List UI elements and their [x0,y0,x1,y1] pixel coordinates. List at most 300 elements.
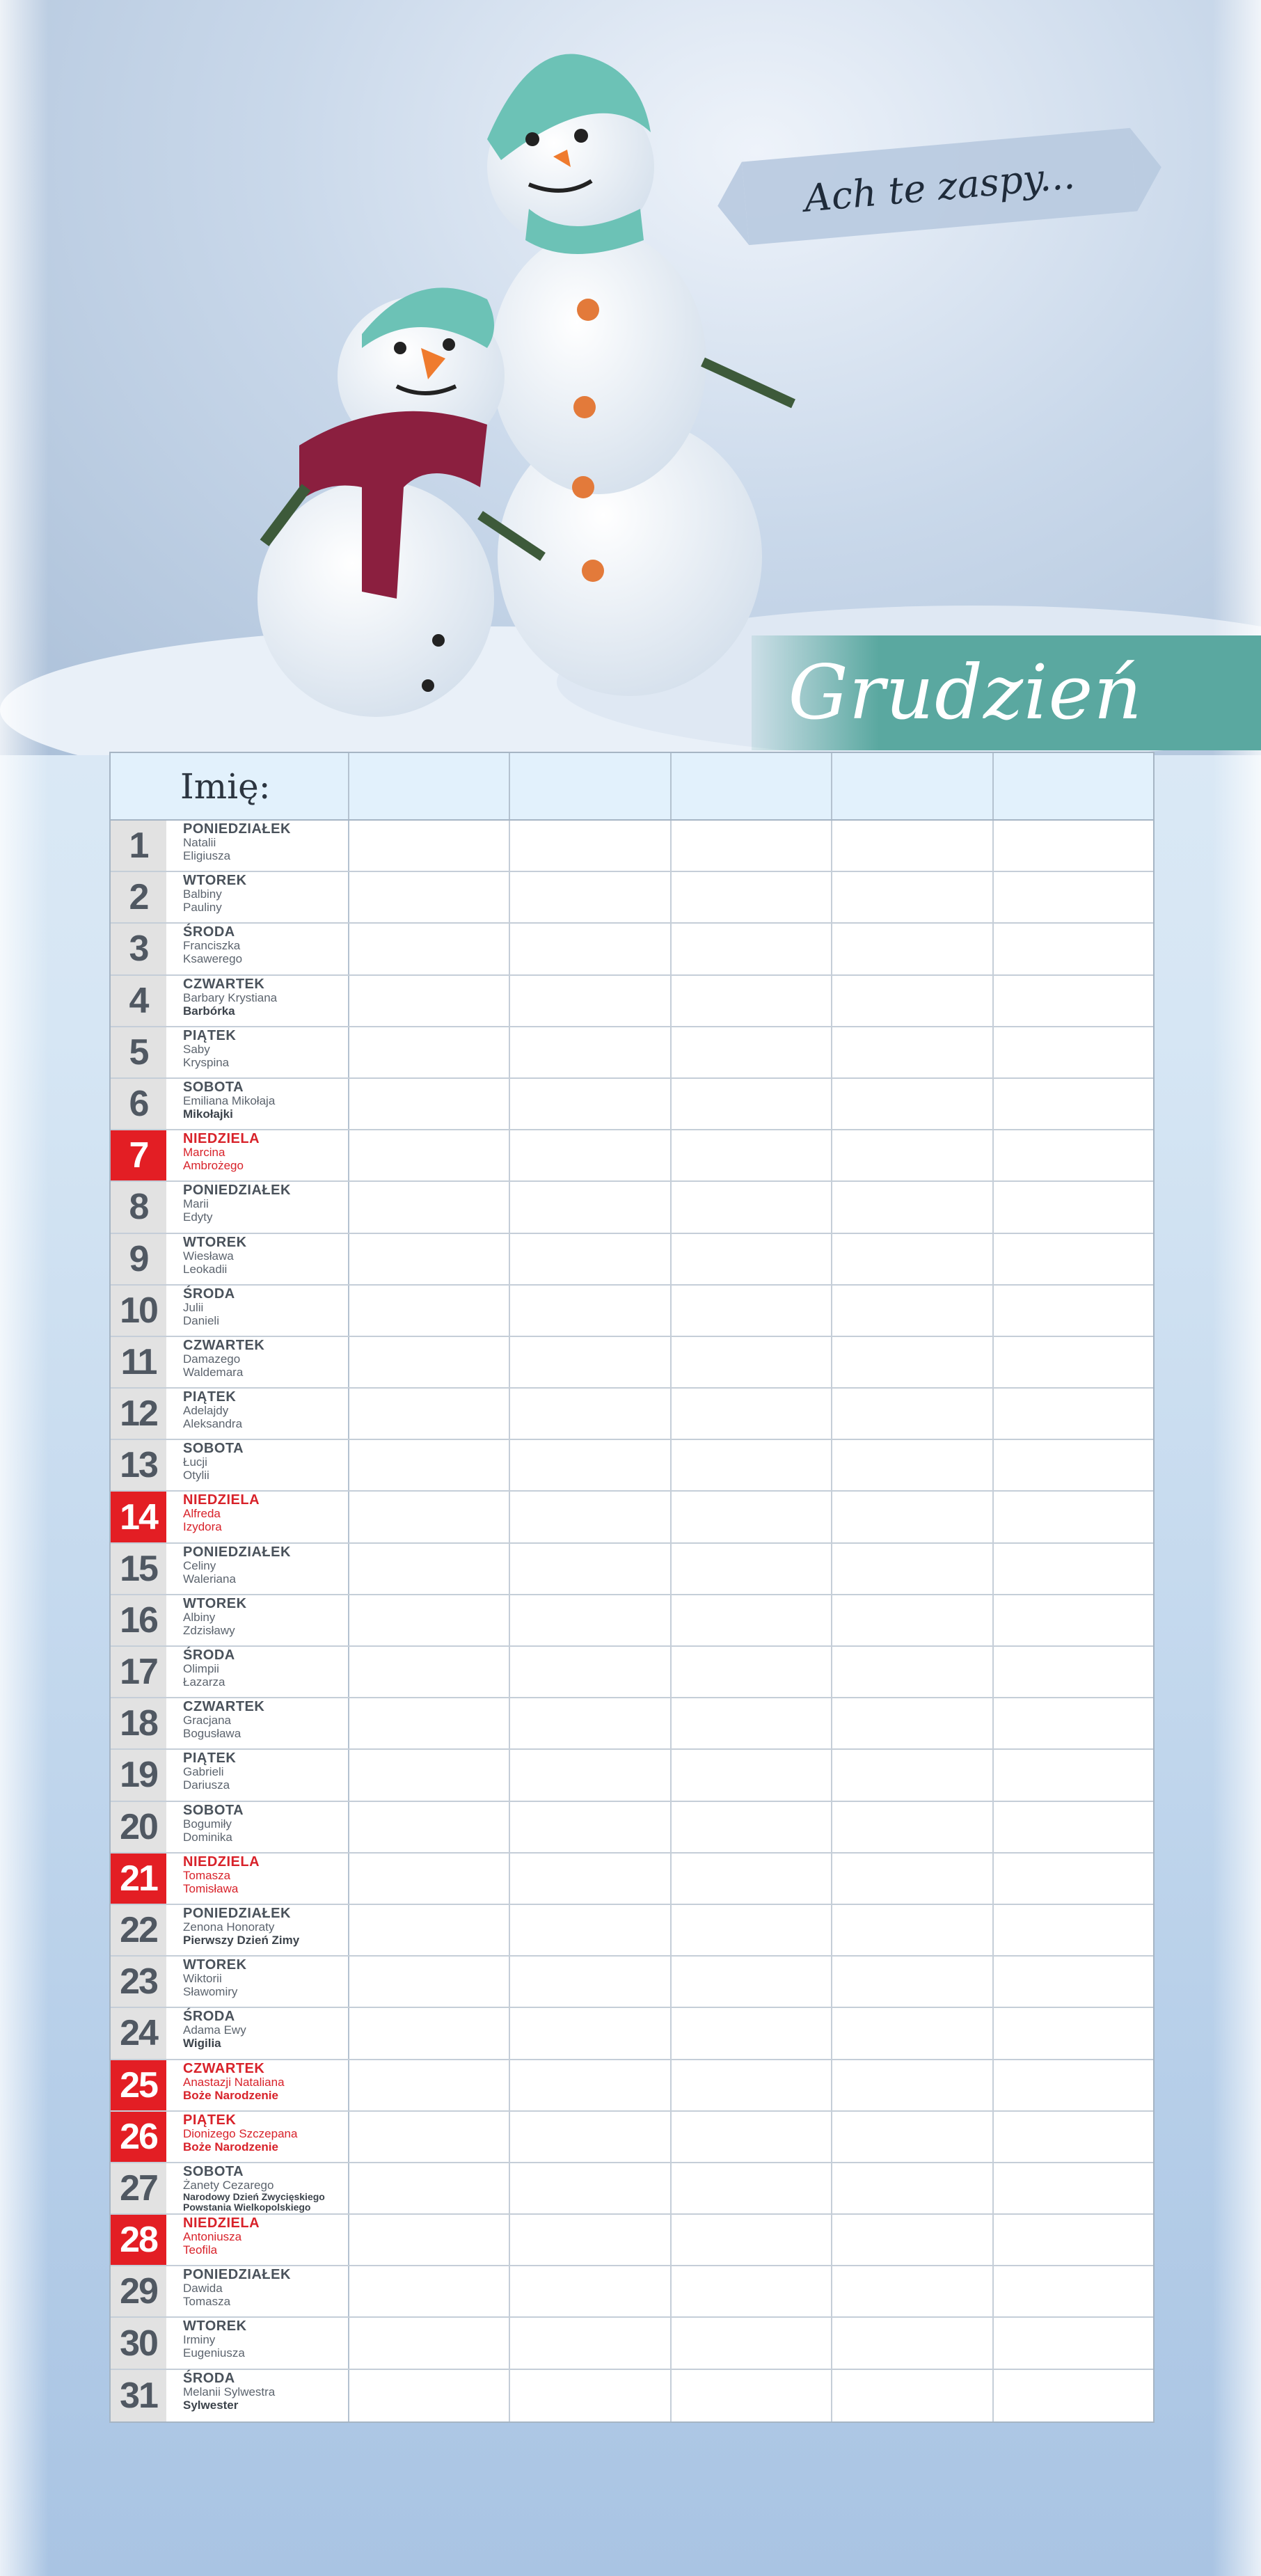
name-day: Waldemara [183,1365,244,1379]
entry-cell[interactable] [672,1130,832,1180]
entry-cell[interactable] [832,821,993,871]
entry-cell[interactable] [510,2215,671,2265]
day-row [111,1802,1153,1854]
entry-cell[interactable] [994,1854,1153,1904]
day-row [111,924,1153,975]
day-row [111,1234,1153,1286]
holiday-label: Narodowy Dzień Zwycięskiego [183,2190,325,2202]
day-info [166,1234,349,1284]
entry-cell[interactable] [994,1698,1153,1748]
entry-cell[interactable] [510,2318,671,2368]
entry-cell[interactable] [349,1647,510,1697]
entry-cell[interactable] [832,2008,993,2058]
day-info [166,2060,349,2110]
day-info [166,2112,349,2162]
entry-cell[interactable] [510,1286,671,1336]
holiday-label: Barbórka [183,1004,235,1018]
name-day: Zenona Honoraty [183,1920,275,1934]
entry-cell[interactable] [349,2060,510,2110]
day-info [166,2163,349,2213]
entry-cell[interactable] [672,2370,832,2421]
weekday-label: PONIEDZIAŁEK [183,1183,291,1199]
entry-cell[interactable] [510,2008,671,2058]
entry-cell[interactable] [832,1647,993,1697]
day-info [166,2370,349,2421]
entry-cell[interactable] [510,1027,671,1077]
entry-cell[interactable] [510,1750,671,1800]
entry-cell[interactable] [510,1957,671,2007]
name-day: Anastazji Nataliana [183,2075,285,2089]
entry-cell[interactable] [832,2370,993,2421]
entry-cell[interactable] [994,1079,1153,1129]
entry-cell[interactable] [349,924,510,974]
entry-cell[interactable] [510,2266,671,2316]
name-day: Łazarza [183,1675,225,1689]
entry-cell[interactable] [672,1595,832,1645]
entry-cell[interactable] [510,1182,671,1232]
entry-cell[interactable] [994,1492,1153,1542]
entry-cell[interactable] [672,1389,832,1439]
weekday-label: WTOREK [183,1957,247,1973]
name-day: Pauliny [183,901,222,915]
entry-cell[interactable] [672,1182,832,1232]
name-day: Bogumiły [183,1817,232,1831]
day-row [111,976,1153,1027]
left-edge-glow [0,0,49,2576]
name-day: Wiesława [183,1249,234,1263]
entry-cell[interactable] [510,1544,671,1594]
entry-cell[interactable] [510,1905,671,1955]
name-day: Bogusława [183,1727,241,1741]
entry-cell[interactable] [672,1286,832,1336]
entry-cell[interactable] [672,1750,832,1800]
entry-cell[interactable] [994,1647,1153,1697]
name-day: Damazego [183,1352,241,1366]
weekday-label: CZWARTEK [183,976,265,992]
entry-cell[interactable] [349,1802,510,1852]
name-day: Dariusza [183,1778,230,1792]
entry-cell[interactable] [672,821,832,871]
name-column-header[interactable] [994,753,1153,819]
month-title: Grudzień [788,649,1143,736]
entry-cell[interactable] [672,1027,832,1077]
day-number: 3 [111,924,166,974]
name-day: Balbiny [183,887,222,901]
day-info [166,821,349,871]
entry-cell[interactable] [672,1544,832,1594]
entry-cell[interactable] [672,1337,832,1387]
day-info [166,1595,349,1645]
weekday-label: NIEDZIELA [183,2215,260,2231]
entry-cell[interactable] [672,2112,832,2162]
holiday-label: Boże Narodzenie [183,2088,278,2102]
name-day: Ambrożego [183,1159,244,1173]
day-row [111,1027,1153,1079]
entry-cell[interactable] [994,1286,1153,1336]
entry-cell[interactable] [994,821,1153,871]
entry-cell[interactable] [672,1492,832,1542]
entry-cell[interactable] [510,1337,671,1387]
entry-cell[interactable] [832,1182,993,1232]
entry-cell[interactable] [349,1544,510,1594]
entry-cell[interactable] [994,2370,1153,2421]
day-info [166,1079,349,1129]
name-day: Saby [183,1042,210,1056]
entry-cell[interactable] [994,1234,1153,1284]
entry-cell[interactable] [349,2215,510,2265]
name-column-header[interactable] [832,753,993,819]
day-row [111,1750,1153,1801]
name-day: Marcina [183,1146,225,1160]
name-column-header[interactable] [349,753,510,819]
name-day: Melanii Sylwestra [183,2385,276,2399]
entry-cell[interactable] [672,1440,832,1490]
day-row [111,2008,1153,2060]
day-row [111,2318,1153,2369]
weekday-label: WTOREK [183,1595,247,1611]
entry-cell[interactable] [994,976,1153,1026]
entry-cell[interactable] [832,2112,993,2162]
entry-cell[interactable] [994,1337,1153,1387]
entry-cell[interactable] [510,821,671,871]
entry-cell[interactable] [832,976,993,1026]
entry-cell[interactable] [994,924,1153,974]
entry-cell[interactable] [832,1027,993,1077]
entry-cell[interactable] [994,1027,1153,1077]
entry-cell[interactable] [994,1440,1153,1490]
entry-cell[interactable] [510,2163,671,2213]
name-day: Natalii [183,836,216,849]
entry-cell[interactable] [832,924,993,974]
name-day: Gracjana [183,1714,231,1728]
day-number: 19 [111,1750,166,1800]
day-row [111,2370,1153,2421]
entry-cell[interactable] [672,1802,832,1852]
entry-cell[interactable] [832,1957,993,2007]
entry-cell[interactable] [832,1595,993,1645]
weekday-label: PONIEDZIAŁEK [183,1544,291,1560]
weekday-label: NIEDZIELA [183,1131,260,1147]
entry-cell[interactable] [510,872,671,922]
entry-cell[interactable] [672,1698,832,1748]
name-day: Albiny [183,1610,216,1624]
entry-cell[interactable] [349,1337,510,1387]
entry-cell[interactable] [832,1440,993,1490]
entry-cell[interactable] [349,976,510,1026]
day-number: 18 [111,1698,166,1748]
entry-cell[interactable] [349,1389,510,1439]
entry-cell[interactable] [349,1130,510,1180]
day-row [111,1647,1153,1698]
entry-cell[interactable] [832,1544,993,1594]
entry-cell[interactable] [510,1492,671,1542]
name-day: Alfreda [183,1507,221,1521]
entry-cell[interactable] [672,872,832,922]
day-info [166,1854,349,1904]
entry-cell[interactable] [672,2215,832,2265]
entry-cell[interactable] [832,2060,993,2110]
day-row [111,1595,1153,1647]
entry-cell[interactable] [510,1440,671,1490]
entry-cell[interactable] [510,976,671,1026]
day-number: 22 [111,1905,166,1955]
day-number: 13 [111,1440,166,1490]
day-row [111,1389,1153,1440]
entry-cell[interactable] [510,1595,671,1645]
weekday-label: PIĄTEK [183,1389,237,1405]
weekday-label: SOBOTA [183,1802,244,1818]
tagline-banner: Ach te zaspy... [742,128,1137,245]
name-day: Sławomiry [183,1985,238,1999]
day-row [111,1286,1153,1337]
weekday-label: ŚRODA [183,2370,235,2386]
name-day: Antoniusza [183,2230,242,2244]
day-info [166,872,349,922]
day-number: 11 [111,1337,166,1387]
holiday-label: Mikołajki [183,1107,233,1121]
day-number: 29 [111,2266,166,2316]
weekday-label: PONIEDZIAŁEK [183,821,291,837]
entry-cell[interactable] [349,1286,510,1336]
entry-cell[interactable] [994,872,1153,922]
day-number: 24 [111,2008,166,2058]
entry-cell[interactable] [672,1905,832,1955]
name-day: Eligiusza [183,849,231,862]
entry-cell[interactable] [672,1647,832,1697]
name-day: Kryspina [183,1055,230,1069]
name-day: Celiny [183,1558,216,1572]
entry-cell[interactable] [994,1389,1153,1439]
name-day: Franciszka [183,939,241,953]
entry-cell[interactable] [994,1905,1153,1955]
entry-cell[interactable] [994,2112,1153,2162]
entry-cell[interactable] [994,1802,1153,1852]
name-day: Danieli [183,1313,219,1327]
entry-cell[interactable] [349,2318,510,2368]
name-day: Edyty [183,1210,213,1224]
entry-cell[interactable] [349,1905,510,1955]
entry-cell[interactable] [994,2008,1153,2058]
day-row [111,1182,1153,1233]
entry-cell[interactable] [832,872,993,922]
entry-cell[interactable] [832,1079,993,1129]
day-info [166,1647,349,1697]
day-info [166,1544,349,1594]
entry-cell[interactable] [832,1130,993,1180]
day-number: 31 [111,2370,166,2421]
entry-cell[interactable] [672,1957,832,2007]
day-row [111,1905,1153,1957]
day-row [111,1544,1153,1595]
entry-cell[interactable] [349,1027,510,1077]
day-row [111,2266,1153,2318]
entry-cell[interactable] [510,2060,671,2110]
name-day: Adelajdy [183,1404,229,1418]
entry-cell[interactable] [994,1130,1153,1180]
entry-cell[interactable] [349,1079,510,1129]
day-row [111,1854,1153,1905]
name-day: Irminy [183,2333,216,2347]
entry-cell[interactable] [994,2163,1153,2213]
entry-cell[interactable] [672,2163,832,2213]
entry-cell[interactable] [832,1854,993,1904]
weekday-label: WTOREK [183,2318,247,2334]
entry-cell[interactable] [994,1750,1153,1800]
day-number: 30 [111,2318,166,2368]
day-info [166,924,349,974]
entry-cell[interactable] [994,1544,1153,1594]
entry-cell[interactable] [994,2266,1153,2316]
name-day: Barbary Krystiana [183,990,278,1004]
entry-cell[interactable] [349,1957,510,2007]
entry-cell[interactable] [510,1130,671,1180]
entry-cell[interactable] [832,2163,993,2213]
day-number: 12 [111,1389,166,1439]
entry-cell[interactable] [672,1854,832,1904]
weekday-label: SOBOTA [183,1079,244,1095]
day-info [166,2008,349,2058]
day-number: 26 [111,2112,166,2162]
entry-cell[interactable] [349,1492,510,1542]
entry-cell[interactable] [832,2318,993,2368]
day-number: 8 [111,1182,166,1232]
entry-cell[interactable] [994,2318,1153,2368]
entry-cell[interactable] [672,2266,832,2316]
calendar-grid [109,752,1155,2423]
entry-cell[interactable] [832,2215,993,2265]
entry-cell[interactable] [672,924,832,974]
entry-cell[interactable] [349,1595,510,1645]
day-info [166,1957,349,2007]
entry-cell[interactable] [510,1389,671,1439]
day-row [111,872,1153,924]
day-info [166,1750,349,1800]
day-row [111,2215,1153,2266]
entry-cell[interactable] [510,2370,671,2421]
weekday-label: CZWARTEK [183,2060,265,2076]
entry-cell[interactable] [994,2215,1153,2265]
entry-cell[interactable] [994,1182,1153,1232]
name-day: Dawida [183,2282,223,2296]
name-day: Tomasza [183,2295,231,2309]
day-number: 6 [111,1079,166,1129]
name-day: Eugeniusza [183,2346,245,2360]
entry-cell[interactable] [672,976,832,1026]
entry-cell[interactable] [832,1286,993,1336]
day-info [166,1286,349,1336]
entry-cell[interactable] [832,1905,993,1955]
entry-cell[interactable] [832,1337,993,1387]
day-info [166,2318,349,2368]
weekday-label: PONIEDZIAŁEK [183,2267,291,2283]
weekday-label: CZWARTEK [183,1337,265,1353]
day-info [166,1337,349,1387]
entry-cell[interactable] [994,1595,1153,1645]
entry-cell[interactable] [349,1854,510,1904]
day-number: 9 [111,1234,166,1284]
day-number: 21 [111,1854,166,1904]
entry-cell[interactable] [832,2266,993,2316]
entry-cell[interactable] [510,1802,671,1852]
entry-cell[interactable] [349,821,510,871]
entry-cell[interactable] [832,1750,993,1800]
entry-cell[interactable] [349,2163,510,2213]
weekday-label: ŚRODA [183,1647,235,1663]
day-number: 5 [111,1027,166,1077]
entry-cell[interactable] [832,1234,993,1284]
day-rows [111,821,1153,2421]
entry-cell[interactable] [349,1750,510,1800]
entry-cell[interactable] [510,1079,671,1129]
entry-cell[interactable] [349,1698,510,1748]
entry-cell[interactable] [349,2370,510,2421]
day-number: 23 [111,1957,166,2007]
name-day: Gabrieli [183,1765,224,1779]
weekday-label: SOBOTA [183,1441,244,1457]
entry-cell[interactable] [832,1492,993,1542]
entry-cell[interactable] [994,2060,1153,2110]
day-number: 20 [111,1802,166,1852]
name-day: Izydora [183,1520,222,1534]
entry-cell[interactable] [832,1389,993,1439]
entry-cell[interactable] [349,1440,510,1490]
name-day: Waleriana [183,1572,236,1586]
entry-cell[interactable] [510,1854,671,1904]
day-info [166,1440,349,1490]
day-number: 16 [111,1595,166,1645]
entry-cell[interactable] [510,1647,671,1697]
day-number: 2 [111,872,166,922]
day-row [111,2060,1153,2112]
name-day: Leokadii [183,1262,228,1276]
weekday-label: PIĄTEK [183,2112,237,2128]
entry-cell[interactable] [672,1234,832,1284]
entry-cell[interactable] [510,924,671,974]
entry-cell[interactable] [510,1698,671,1748]
entry-cell[interactable] [349,2008,510,2058]
entry-cell[interactable] [349,2266,510,2316]
weekday-label: PONIEDZIAŁEK [183,1905,291,1921]
entry-cell[interactable] [672,2008,832,2058]
day-info [166,976,349,1026]
weekday-label: CZWARTEK [183,1699,265,1715]
right-edge-glow [1212,0,1261,2576]
entry-cell[interactable] [672,1079,832,1129]
day-number: 1 [111,821,166,871]
holiday-label: Pierwszy Dzień Zimy [183,1933,300,1947]
entry-cell[interactable] [832,1698,993,1748]
entry-cell[interactable] [672,2060,832,2110]
day-row [111,2163,1153,2215]
name-column-header[interactable] [672,753,832,819]
name-column-header[interactable] [510,753,671,819]
name-day: Tomasza [183,1868,231,1882]
entry-cell[interactable] [832,1802,993,1852]
entry-cell[interactable] [349,872,510,922]
entry-cell[interactable] [994,1957,1153,2007]
day-row [111,1492,1153,1543]
name-day: Zdzisławy [183,1623,235,1637]
entry-cell[interactable] [349,2112,510,2162]
entry-cell[interactable] [672,2318,832,2368]
entry-cell[interactable] [349,1234,510,1284]
holiday-label: Sylwester [183,2398,239,2412]
weekday-label: ŚRODA [183,2009,235,2025]
entry-cell[interactable] [510,2112,671,2162]
entry-cell[interactable] [510,1234,671,1284]
entry-cell[interactable] [349,1182,510,1232]
day-row [111,1079,1153,1130]
